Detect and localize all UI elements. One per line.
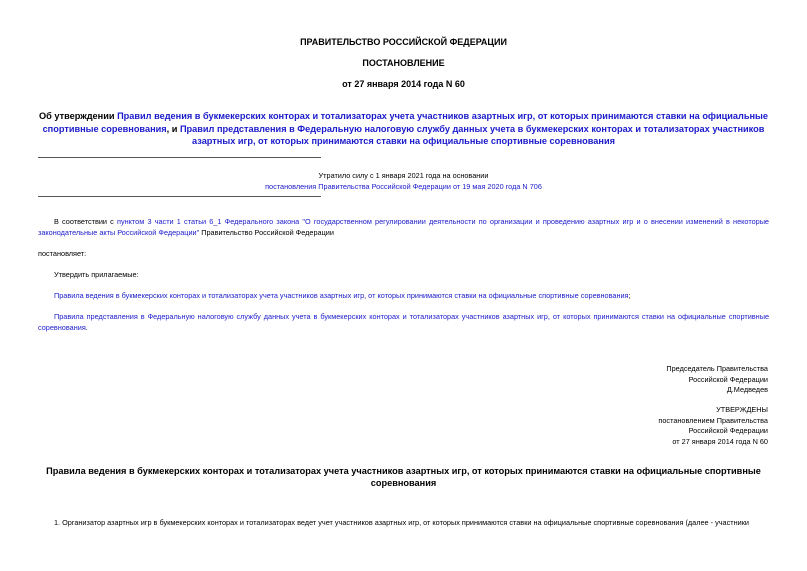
divider-bottom xyxy=(38,196,321,197)
clause-1: 1. Организатор азартных игр в букмекерских конторах и тотализаторах ведет учет участников азартных игр, от которых принимаются ставки на официальные спортивные соревнования (далее - участники xyxy=(54,518,749,527)
preamble-prefix: В соответствии с xyxy=(54,217,118,226)
document-type-heading: ПОСТАНОВЛЕНИЕ xyxy=(362,58,445,68)
approval-line-2: постановлением Правительства xyxy=(658,415,768,425)
approval-title: УТВЕРЖДЕНЫ xyxy=(716,405,768,414)
signature-country: Российской Федерации xyxy=(688,374,768,384)
federal-law-link[interactable]: пунктом 3 части 1 статьи 6_1 Федерального закона "О государственном регулировании деятельности по организации и проведению азартных игр и о внесении изменений в некоторые законодательные акты Российской Федерации" xyxy=(38,217,769,237)
resolution-word: постановляет: xyxy=(38,249,87,258)
rules-submission-link[interactable]: Правил представления в Федеральную налоговую службу данных учета в букмекерских конторах и тотализаторах участников азартных игр, от которых принимаются ставки на официальные спортивные соревнования xyxy=(179,123,765,146)
approval-line-3: Российской Федерации xyxy=(688,426,768,435)
preamble-paragraph xyxy=(38,217,769,238)
repeal-decree-link[interactable]: постановления Правительства Российской Федерации от 19 мая 2020 года N 706 xyxy=(265,182,542,191)
signature-name: Д.Медведев xyxy=(726,385,768,394)
approval-block xyxy=(468,405,768,447)
signature-position: Председатель Правительства xyxy=(666,364,768,373)
approve-paragraph: Утвердить прилагаемые: xyxy=(54,270,139,279)
issuer-heading: ПРАВИТЕЛЬСТВО РОССИЙСКОЙ ФЕДЕРАЦИИ xyxy=(300,37,507,47)
subject-middle: , и xyxy=(166,123,180,134)
rules-accounting-link[interactable]: Правил ведения в букмекерских конторах и тотализаторах учета участников азартных игр, от которых принимаются ставки на официальные спортивные соревнования xyxy=(42,111,769,134)
status-line: Утратило силу с 1 января 2021 года на основании xyxy=(318,171,489,180)
approved-item-1-suffix: ; xyxy=(628,291,631,300)
approved-item-2 xyxy=(38,312,769,333)
approved-rules-1-link[interactable]: Правила ведения в букмекерских конторах и тотализаторах учета участников азартных игр, от которых принимаются ставки на официальные спортивные соревнования xyxy=(54,291,629,300)
rules-title: Правила ведения в букмекерских конторах и тотализаторах учета участников азартных игр, от которых принимаются ставки на официальные спортивные соревнования xyxy=(46,466,761,488)
signature-block xyxy=(468,364,768,396)
approved-item-2-suffix: . xyxy=(85,322,88,332)
approval-date: от 27 января 2014 года N 60 xyxy=(672,436,768,446)
document-subject xyxy=(38,110,769,148)
divider-top xyxy=(38,157,321,158)
approved-item-1 xyxy=(38,291,769,302)
document-date-number: от 27 января 2014 года N 60 xyxy=(342,79,465,89)
subject-prefix: Об утверждении xyxy=(38,111,118,121)
preamble-suffix: Правительство Российской Федерации xyxy=(199,227,334,237)
approved-rules-2-link[interactable]: Правила представления в Федеральную налоговую службу данных учета в букмекерских конторах и тотализаторах участников азартных игр, от которых принимаются ставки на официальные спортивные соревнования xyxy=(38,312,769,332)
